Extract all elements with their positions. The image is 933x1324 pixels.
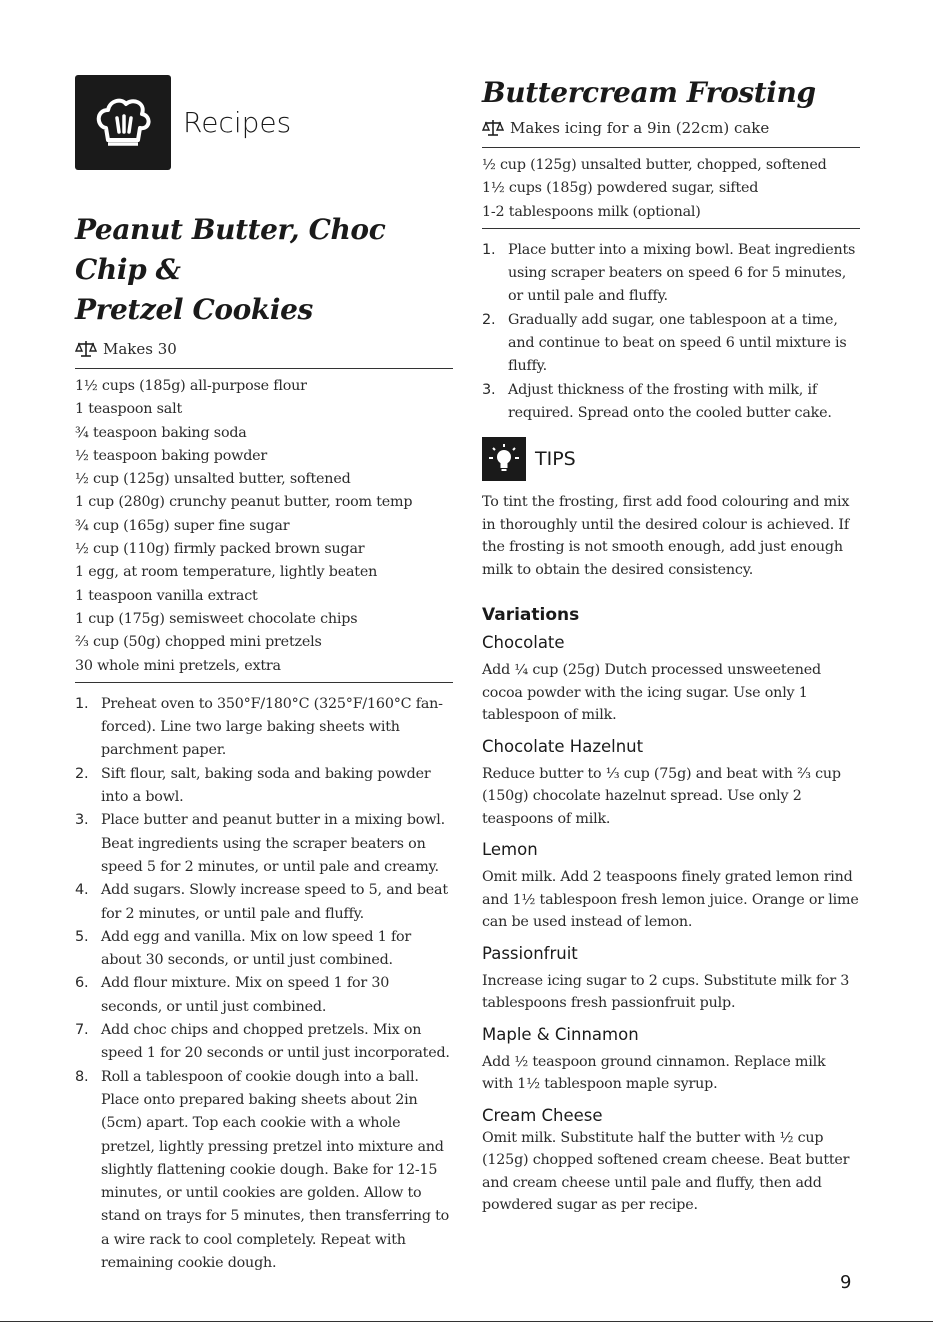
step-text: Gradually add sugar, one tablespoon at a time, and continue to beat on speed 6 until mixture is fluffy. (508, 311, 847, 375)
method-steps (482, 239, 860, 425)
ingredient-item: ¾ teaspoon baking soda (75, 424, 247, 441)
step-item (75, 972, 453, 1019)
step-number: 3. (75, 812, 89, 829)
step-item (482, 239, 860, 309)
variation-name: Chocolate Hazelnut (482, 736, 644, 756)
divider (482, 147, 860, 148)
right-column (482, 75, 860, 1227)
variation-name: Cream Cheese (482, 1105, 603, 1125)
yield-line (482, 117, 860, 139)
ingredient-item: 1 egg, at room temperature, lightly beaten (75, 564, 378, 581)
tips-header (482, 437, 860, 481)
step-text: Preheat oven to 350°F/180°C (325°F/160°C fan-forced). Line two large baking sheets with parchment paper. (101, 695, 443, 759)
step-number: 8. (75, 1068, 89, 1085)
page-number: 9 (840, 1272, 852, 1293)
step-item (482, 379, 860, 426)
step-text: Sift flour, salt, baking soda and baking powder into a bowl. (101, 765, 431, 806)
divider (75, 682, 453, 683)
step-text: Place butter into a mixing bowl. Beat ingredients using scraper beaters on speed 6 for 5 minutes, or until pale and fluffy. (508, 241, 856, 305)
step-item (75, 926, 453, 973)
step-number: 2. (75, 765, 89, 782)
ingredient-item: 1-2 tablespoons milk (optional) (482, 203, 701, 220)
variation-name: Maple & Cinnamon (482, 1024, 639, 1044)
variation-text: Increase icing sugar to 2 cups. Substitute milk for 3 tablespoons fresh passionfruit pulp. (482, 972, 850, 1012)
lightbulb-icon (482, 437, 526, 481)
ingredient-item: ½ cup (125g) unsalted butter, softened (75, 471, 351, 488)
step-text: Add sugars. Slowly increase speed to 5, and beat for 2 minutes, or until pale and fluffy. (101, 882, 448, 922)
ingredient-list (482, 154, 860, 224)
variation-item (482, 737, 860, 831)
step-number: 7. (75, 1022, 89, 1039)
step-item (482, 309, 860, 379)
step-text: Place butter and peanut butter in a mixing bowl. Beat ingredients using the scraper beaters on speed 5 for 2 minutes, or until pale and creamy. (101, 812, 445, 875)
variation-text: Reduce butter to ⅓ cup (75g) and beat with ⅔ cup (150g) chocolate hazelnut spread. Use only 2 teaspoons of milk. (482, 765, 841, 827)
variation-name: Passionfruit (482, 943, 578, 963)
step-item (75, 763, 453, 810)
step-text: Adjust thickness of the frosting with milk, if required. Spread onto the cooled butter cake. (508, 381, 832, 421)
page-bottom-rule (0, 1321, 933, 1322)
ingredient-item: ¾ cup (165g) super fine sugar (75, 517, 290, 534)
ingredient-item: ½ cup (125g) unsalted butter, chopped, softened (482, 157, 827, 173)
scale-icon (482, 119, 504, 137)
recipe-title-line2: Pretzel Cookies (75, 293, 313, 326)
step-item (75, 1066, 453, 1276)
yield-text: Makes icing for a 9in (22cm) cake (510, 119, 770, 137)
variation-name: Lemon (482, 840, 538, 860)
scale-icon (75, 340, 97, 358)
ingredient-item: 1 teaspoon vanilla extract (75, 587, 258, 604)
step-text: Add choc chips and chopped pretzels. Mix on speed 1 for 20 seconds or until just incorporated. (101, 1022, 450, 1062)
variation-item (482, 840, 860, 934)
ingredient-item: 1½ cups (185g) powdered sugar, sifted (482, 180, 759, 197)
divider (75, 368, 453, 369)
ingredient-item: 30 whole mini pretzels, extra (75, 657, 281, 674)
ingredient-item: 1 cup (175g) semisweet chocolate chips (75, 610, 358, 627)
step-item (75, 809, 453, 879)
ingredient-item: 1½ cups (185g) all-purpose flour (75, 378, 307, 394)
variation-item (482, 1106, 860, 1217)
step-item (75, 1019, 453, 1066)
step-number: 1. (482, 241, 496, 258)
tips-label: TIPS (535, 448, 576, 471)
step-item (75, 693, 453, 763)
tips-text: To tint the frosting, first add food colouring and mix in thoroughly until the desired colour is achieved. If the frosting is not smooth enough, add just enough milk to obtain the desired consistency. (482, 494, 850, 578)
step-text: Add egg and vanilla. Mix on low speed 1 for about 30 seconds, or until just combined. (101, 928, 412, 969)
step-number: 6. (75, 975, 89, 992)
ingredient-item: ½ teaspoon baking powder (75, 447, 268, 464)
variation-item (482, 944, 860, 1015)
step-number: 1. (75, 695, 89, 712)
left-column (75, 75, 453, 1275)
step-number: 5. (75, 928, 89, 945)
method-steps (75, 693, 453, 1275)
section-header (75, 75, 453, 170)
ingredient-item: 1 teaspoon salt (75, 401, 183, 418)
variation-text: Add ½ teaspoon ground cinnamon. Replace milk with 1½ tablespoon maple syrup. (482, 1053, 826, 1093)
step-number: 3. (482, 381, 496, 398)
frosting-title: Buttercream Frosting (482, 76, 816, 109)
ingredient-item: ⅔ cup (50g) chopped mini pretzels (75, 634, 322, 651)
variation-item (482, 633, 860, 727)
variation-item (482, 1025, 860, 1096)
step-number: 2. (482, 311, 496, 328)
variation-text: Add ¼ cup (25g) Dutch processed unsweetened cocoa powder with the icing sugar. Use only 1 tablespoon of milk. (482, 662, 821, 724)
step-text: Add flour mixture. Mix on speed 1 for 30 seconds, or until just combined. (101, 975, 390, 1015)
variations-heading: Variations (482, 605, 580, 626)
recipe-title (75, 210, 453, 330)
variation-text: Omit milk. Substitute half the butter with ½ cup (125g) chopped softened cream cheese. Beat butter and cream cheese until pale and fluffy, then add powdered sugar as per recipe. (482, 1129, 850, 1214)
divider (482, 228, 860, 229)
ingredient-list (75, 375, 453, 678)
ingredient-item: 1 cup (280g) crunchy peanut butter, room temp (75, 494, 413, 511)
yield-text: Makes 30 (103, 340, 177, 358)
step-text: Roll a tablespoon of cookie dough into a ball. Place onto prepared baking sheets about 2in (5cm) apart. Top each cookie with a whole pretzel, lightly pressing pretzel into mixture and slightly flattening cookie dough. Bake for 12-15 minutes, or until cookies are golden. Allow to stand on trays for 5 minutes, then transferring to a wire rack to cool completely. Repeat with remaining cookie dough. (101, 1068, 450, 1271)
page-title: Recipes (183, 106, 292, 139)
yield-line (75, 338, 453, 360)
chef-hat-icon (75, 75, 171, 170)
variation-text: Omit milk. Add 2 teaspoons finely grated lemon rind and 1½ tablespoon fresh lemon juice. Orange or lime can be used instead of lemon. (482, 869, 859, 931)
ingredient-item: ½ cup (110g) firmly packed brown sugar (75, 541, 365, 558)
recipe-title-line1: Peanut Butter, Choc Chip & (75, 213, 386, 286)
variation-name: Chocolate (482, 633, 565, 653)
step-item (75, 879, 453, 926)
step-number: 4. (75, 882, 89, 899)
